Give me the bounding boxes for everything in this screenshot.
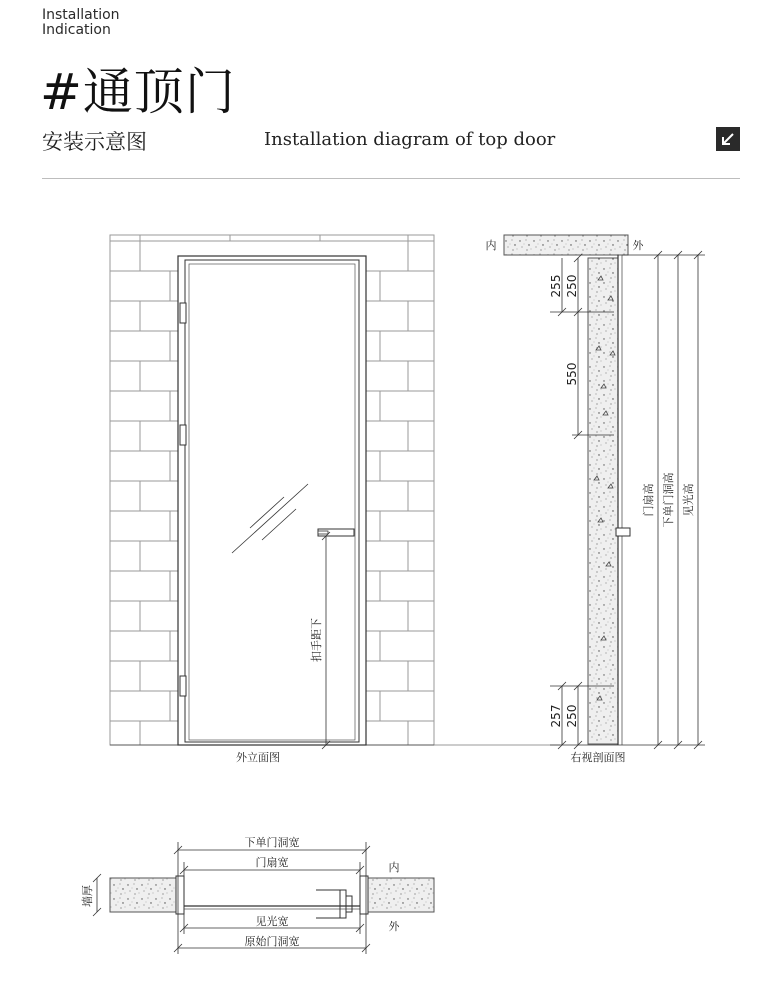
side-view-caption: 右视剖面图 bbox=[570, 751, 626, 764]
side-handle bbox=[616, 528, 630, 536]
header-caption-line1: Installation bbox=[42, 7, 120, 23]
plan-inside-label: 内 bbox=[388, 861, 400, 874]
door-leaf bbox=[185, 260, 359, 742]
dim-top-255: 255 bbox=[549, 274, 563, 298]
plan-width-leaf-label: 门扇宽 bbox=[255, 856, 289, 869]
dim-bottom-250: 250 bbox=[565, 704, 579, 728]
plan-width-original-label: 原始门洞宽 bbox=[244, 935, 300, 948]
plan-width-visible-label: 见光宽 bbox=[255, 915, 289, 928]
hinge-bottom bbox=[180, 676, 186, 696]
side-outside-label: 外 bbox=[632, 239, 644, 252]
dim-bottom-257: 257 bbox=[549, 704, 563, 728]
page-title: #通顶门 bbox=[40, 63, 236, 121]
plan-handle bbox=[316, 890, 352, 918]
front-view-caption: 外立面图 bbox=[236, 751, 280, 764]
plan-wall-left bbox=[110, 878, 178, 912]
subtitle-chinese: 安装示意图 bbox=[42, 130, 147, 154]
ceiling-slab bbox=[504, 235, 628, 255]
side-section bbox=[486, 235, 706, 764]
header-caption-line2: Indication bbox=[42, 22, 111, 38]
height-door-opening-label: 下单门洞高 bbox=[662, 472, 675, 528]
plan-outside-label: 外 bbox=[388, 920, 400, 933]
plan-wall-right bbox=[366, 878, 434, 912]
height-visible-label: 见光高 bbox=[682, 483, 695, 517]
dim-top-250: 250 bbox=[565, 274, 579, 298]
wall-thickness-label: 墙厚 bbox=[81, 885, 94, 907]
hinge-middle bbox=[180, 425, 186, 445]
dim-mid-550: 550 bbox=[565, 362, 579, 386]
side-inside-label: 内 bbox=[485, 239, 497, 252]
hinge-top bbox=[180, 303, 186, 323]
door-section bbox=[588, 258, 618, 744]
handle-height-label: 扣手距下 bbox=[310, 618, 323, 662]
subtitle-english: Installation diagram of top door bbox=[264, 129, 556, 150]
plan-width-opening-label: 下单门洞宽 bbox=[244, 836, 300, 849]
front-elevation bbox=[110, 235, 560, 764]
height-door-leaf-label: 门扇高 bbox=[642, 483, 655, 517]
plan-section bbox=[80, 835, 434, 954]
